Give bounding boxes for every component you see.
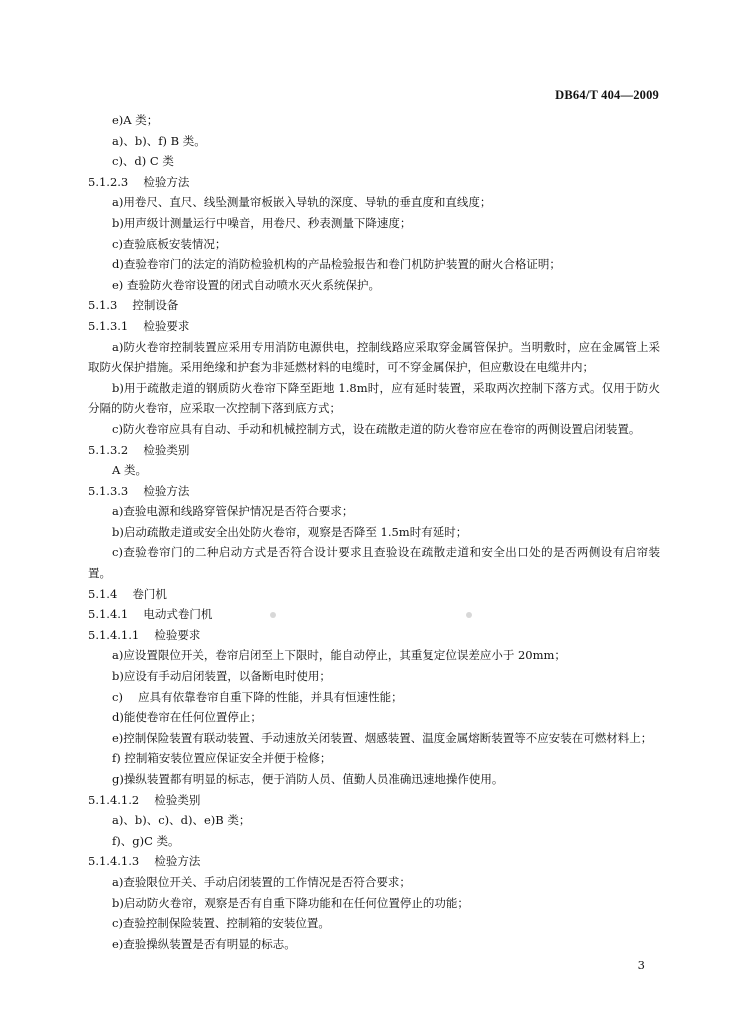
document-body	[88, 110, 660, 954]
section-heading: 5.1.2.3 检验方法	[88, 174, 190, 189]
text-line: b)应设有手动启闭装置，以备断电时使用；	[112, 669, 331, 684]
text-line: c)查验控制保险装置、控制箱的安装位置。	[112, 916, 330, 931]
text-line: a)、b)、c)、d)、e)B 类；	[112, 813, 251, 828]
text-line: d)查验卷帘门的法定的消防检验机构的产品检验报告和卷门机防护装置的耐火合格证明；	[112, 257, 561, 272]
text-line: A 类。	[112, 463, 147, 478]
scan-artifact-dot	[270, 612, 276, 618]
section-heading: 5.1.3.1 检验要求	[88, 318, 190, 333]
paragraph: c)防火卷帘应具有自动、手动和机械控制方式，设在疏散走道的防火卷帘应在卷帘的两侧设置启闭装置。	[112, 421, 641, 436]
section-heading: 5.1.4.1.1 检验要求	[88, 627, 201, 642]
text-line: f)、g)C 类。	[112, 833, 180, 848]
section-heading: 5.1.4.1 电动式卷门机	[88, 607, 213, 622]
text-line: a)、b)、f) B 类。	[112, 133, 206, 148]
text-line: a)用卷尺、直尺、线坠测量帘板嵌入导轨的深度、导轨的垂直度和直线度；	[112, 195, 492, 210]
text-line: d)能使卷帘在任何位置停止；	[112, 710, 262, 725]
text-line: c)查验底板安装情况；	[112, 236, 227, 251]
text-line: a)查验限位开关、手动启闭装置的工作情况是否符合要求；	[112, 874, 411, 889]
text-line: e)查验操纵装置是否有明显的标志。	[112, 936, 296, 951]
text-line: c) 应具有依靠卷帘自重下降的性能，并具有恒速性能；	[112, 689, 403, 704]
section-heading: 5.1.3.2 检验类别	[88, 442, 190, 457]
text-line: a)查验电源和线路穿管保护情况是否符合要求；	[112, 504, 354, 519]
page-number: 3	[637, 958, 645, 972]
text-line: e)A 类；	[112, 113, 159, 127]
section-heading: 5.1.4 卷门机	[88, 586, 167, 601]
text-line: c)、d) C 类	[112, 154, 174, 169]
paragraph: e)控制保险装置有联动装置、手动速放关闭装置、烟感装置、温度金属熔断装置等不应安装在可燃材料上；	[112, 730, 653, 745]
document-code: DB64/T 404—2009	[555, 88, 659, 102]
text-line: f) 控制箱安装位置应保证安全并便于检修；	[112, 751, 332, 766]
section-heading: 5.1.4.1.2 检验类别	[88, 792, 201, 807]
paragraph: a)防火卷帘控制装置应采用专用消防电源供电，控制线路应采取穿金属管保护。当明敷时，应在金属管上采取防火保护措施。采用绝缘和护套为非延燃材料的电缆时，可不穿金属保护，但应敷设在电缆井内；	[88, 339, 660, 375]
section-heading: 5.1.3 控制设备	[88, 298, 179, 313]
scan-artifact-dot	[466, 612, 472, 618]
text-line: b)用声级计测量运行中噪音，用卷尺、秒表测量下降速度；	[112, 215, 412, 230]
text-line: b)启动疏散走道或安全出处防火卷帘，观察是否降至 1.5m时有延时；	[112, 524, 468, 539]
section-heading: 5.1.4.1.3 检验方法	[88, 854, 201, 869]
text-line: b)启动防火卷帘，观察是否有自重下降功能和在任何位置停止的功能；	[112, 895, 469, 910]
section-heading: 5.1.3.3 检验方法	[88, 483, 190, 498]
text-line: a)应设置限位开关，卷帘启闭至上下限时，能自动停止，其重复定位误差应小于 20mm；	[112, 648, 566, 663]
paragraph: b)用于疏散走道的钢质防火卷帘下降至距地 1.8m时，应有延时装置，采取两次控制下落方式。仅用于防火分隔的防火卷帘，应采取一次控制下落到底方式；	[88, 380, 660, 416]
text-line: e) 查验防火卷帘设置的闭式自动喷水灭火系统保护。	[112, 277, 380, 292]
paragraph: c)查验卷帘门的二种启动方式是否符合设计要求且查验设在疏散走道和安全出口处的是否两侧设有启帘装置。	[88, 545, 660, 581]
text-line: g)操纵装置都有明显的标志，便于消防人员、值勤人员准确迅速地操作使用。	[112, 772, 504, 786]
